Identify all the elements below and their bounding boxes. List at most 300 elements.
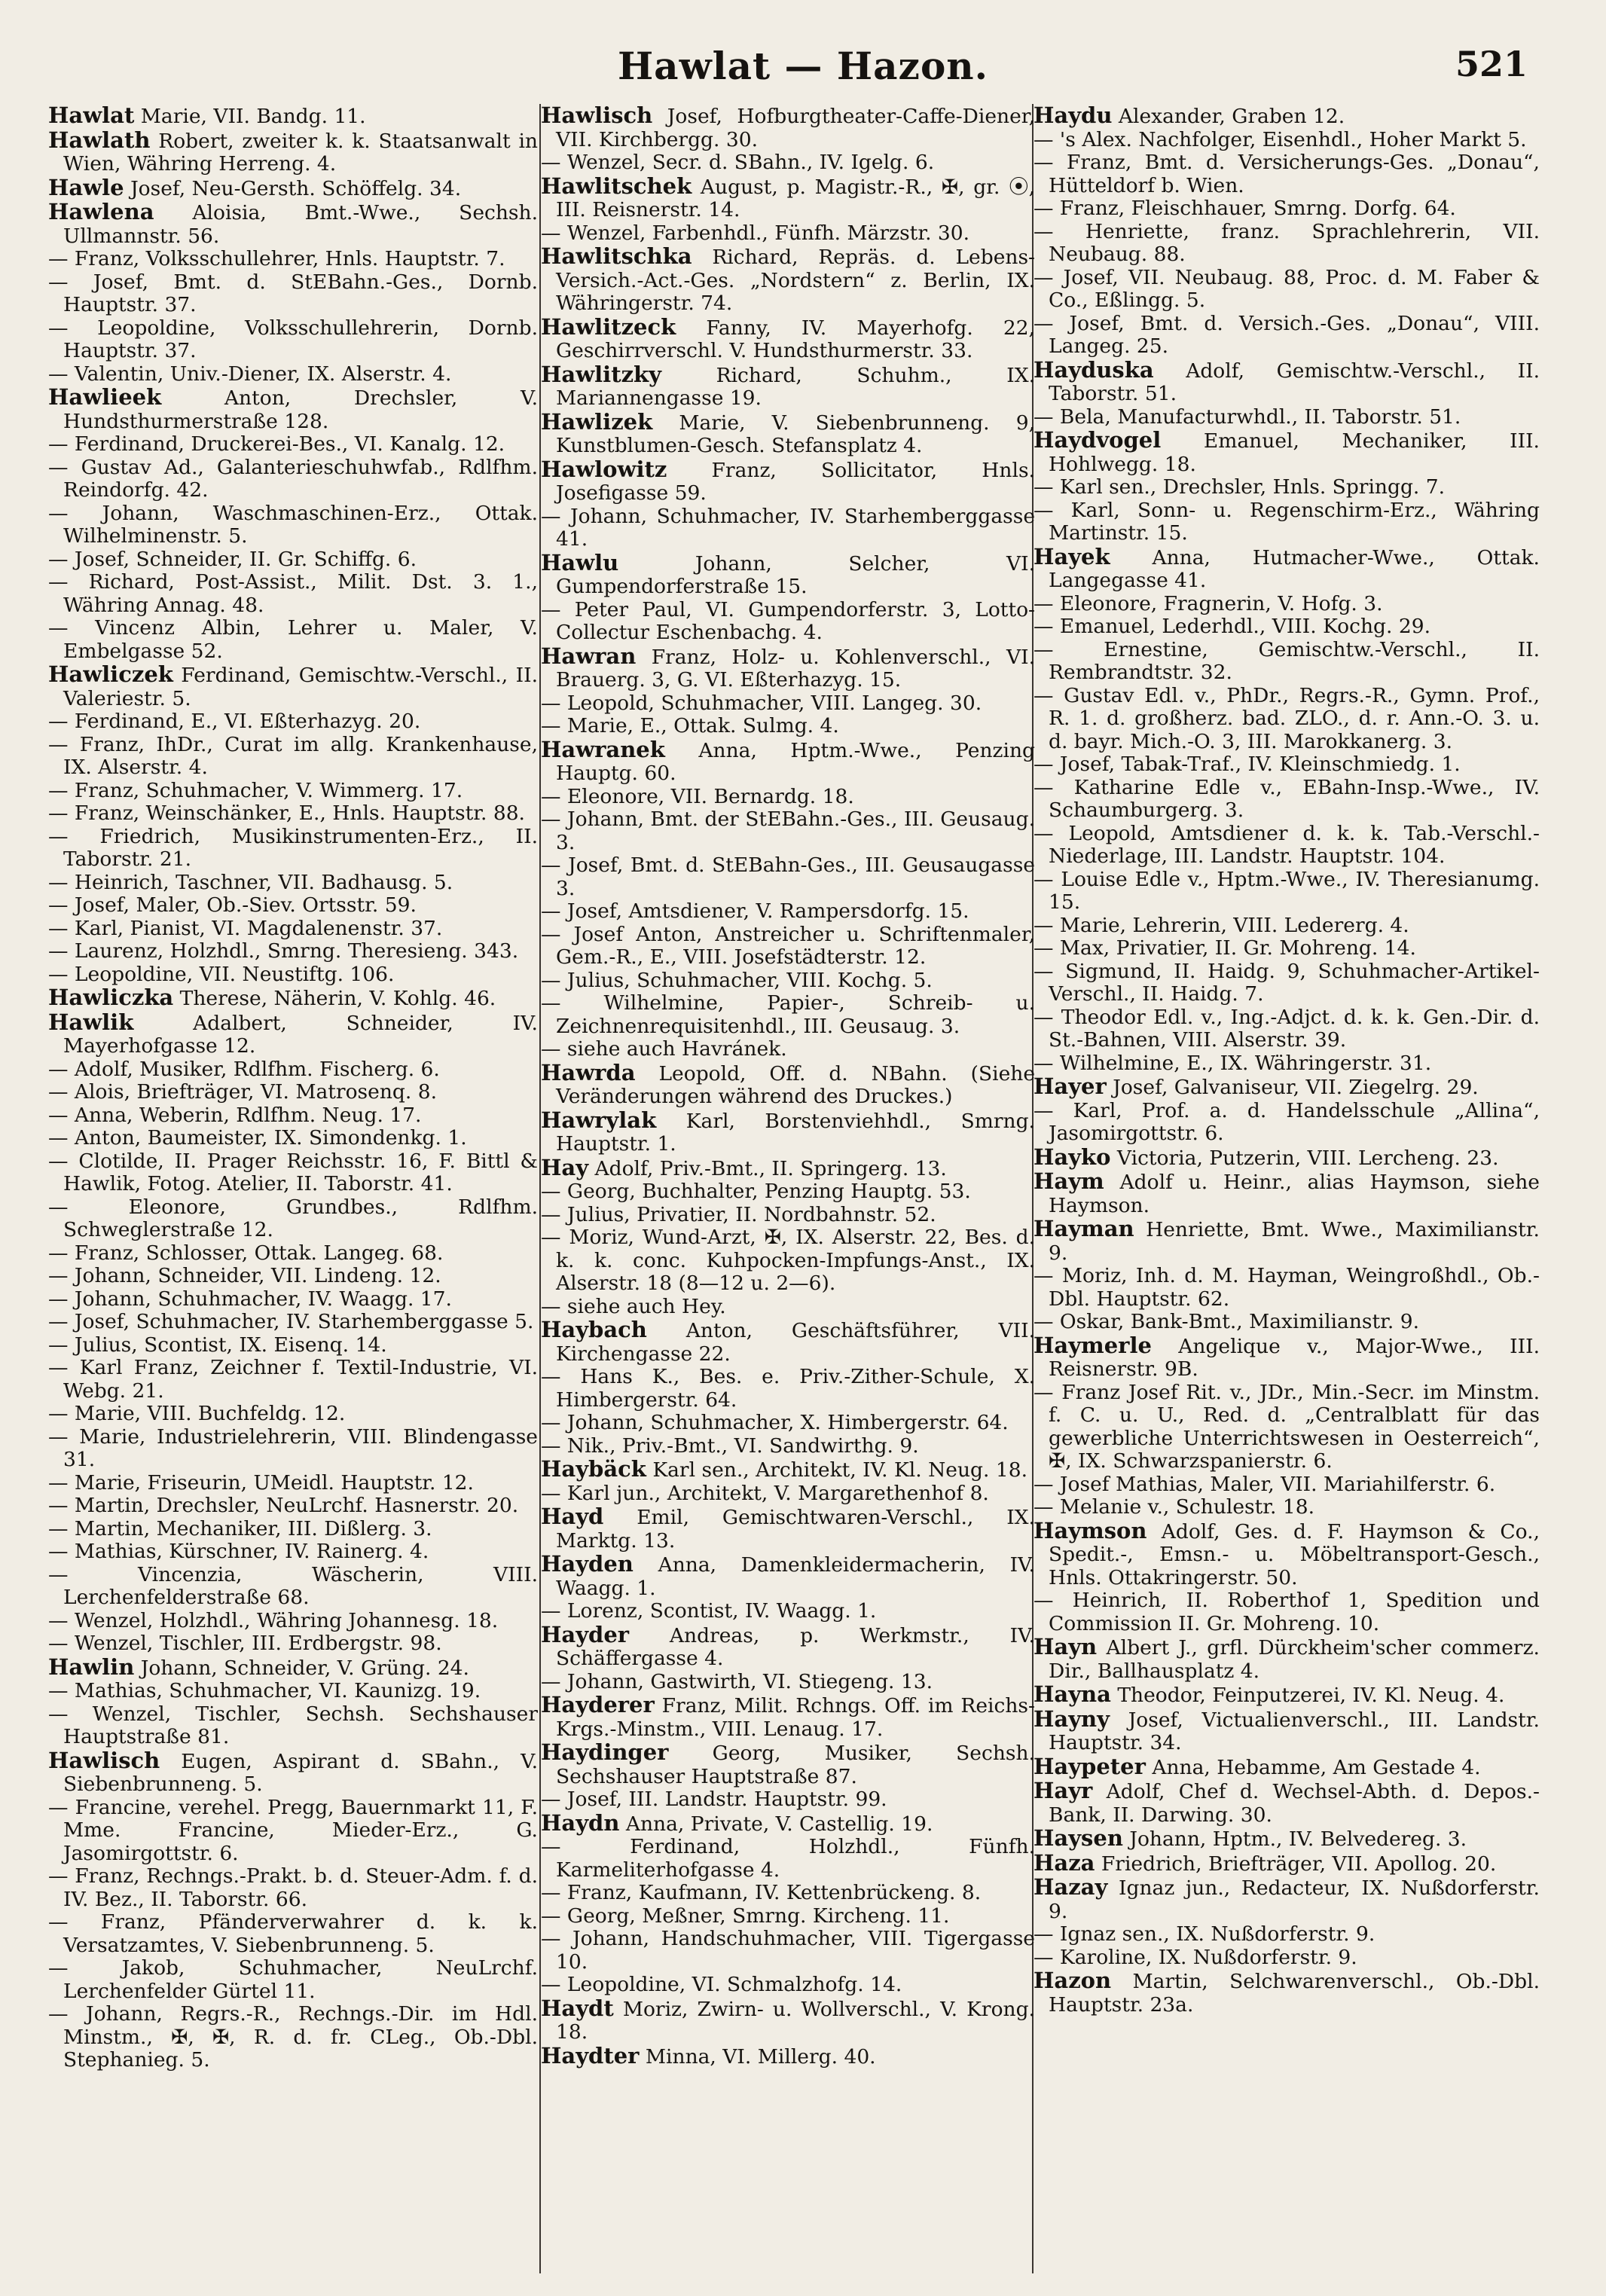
entry-surname: Hawlitschka	[541, 243, 692, 269]
entry-details: Fanny, IV. Mayerhofg. 22, Geschirrverschl. V. Hundsthurmerstr. 33.	[556, 316, 1035, 362]
directory-entry	[1034, 1473, 1540, 1497]
directory-entry	[541, 645, 1035, 692]
directory-entry	[48, 2003, 538, 2072]
entry-details: — Eleonore, Grundbes., Rdlfhm. Schweglerstraße 12.	[48, 1195, 538, 1241]
directory-entry	[48, 1610, 538, 1633]
entry-details: — Alois, Briefträger, VI. Matrosenq. 8.	[48, 1080, 437, 1104]
entry-surname: Hay	[541, 1154, 589, 1180]
directory-entry	[48, 986, 538, 1011]
entry-details: — Josef, Amtsdiener, V. Rampersdorfg. 15.	[541, 899, 969, 923]
entry-details: Albert J., grfl. Dürckheim'scher commerz. Dir., Ballhausplatz 4.	[1049, 1636, 1540, 1683]
entry-details: — Johann, Handschuhmacher, VIII. Tigergasse 10.	[541, 1927, 1035, 1974]
entry-details: Josef, Neu-Gersth. Schöffelg. 34.	[130, 176, 462, 200]
entry-details: — Ernestine, Gemischtw.-Verschl., II. Rembrandtstr. 32.	[1034, 637, 1540, 684]
directory-entry	[541, 1882, 1035, 1905]
directory-entry	[541, 1671, 1035, 1694]
directory-entry	[541, 363, 1035, 411]
directory-entry	[48, 317, 538, 363]
entry-details: — Gustav Edl. v., PhDr., Regrs.-R., Gymn. Prof., R. 1. d. großherz. bad. ZLO., d. r. Ann.-O. 3. u. d. bayr. Mich.-O. 3, III. Marokkanerg. 3.	[1034, 683, 1540, 753]
directory-entry	[1034, 356, 1540, 406]
entry-details: — Hans K., Bes. e. Priv.-Zither-Schule, X. Himbergerstr. 64.	[541, 1365, 1035, 1412]
entry-details: — siehe auch Havránek.	[541, 1037, 787, 1061]
entry-surname: Haydvogel	[1034, 427, 1162, 453]
entry-surname: Haypeter	[1034, 1753, 1146, 1779]
entry-surname: Hawlowitz	[541, 456, 667, 482]
entry-details: — Marie, VIII. Buchfeldg. 12.	[48, 1402, 346, 1425]
directory-entry	[1034, 1311, 1540, 1334]
directory-entry	[1034, 753, 1540, 777]
entry-details: — Wenzel, Tischler, III. Erdbergstr. 98.	[48, 1632, 442, 1655]
entry-details: — Josef, Bmt. d. StEBahn.-Ges., Dornb. Hauptstr. 37.	[48, 270, 538, 316]
entry-surname: Haydt	[541, 1995, 614, 2021]
directory-entry	[48, 1242, 538, 1266]
entry-details: — Richard, Post-Assist., Milit. Dst. 3. 1., Währing Annag. 48.	[48, 570, 538, 617]
directory-entry	[1034, 1849, 1540, 1876]
entry-details: — Johann, Schuhmacher, IV. Starhemberggasse 41.	[541, 504, 1035, 551]
entry-surname: Hawlisch	[541, 104, 653, 128]
entry-details: — siehe auch Hey.	[541, 1294, 726, 1318]
entry-details: Richard, Repräs. d. Lebens-Versich.-Act.-Ges. „Nordstern“ z. Berlin, IX. Währingerstr. 74.	[556, 246, 1035, 315]
directory-entry	[1034, 197, 1540, 221]
directory-entry	[541, 222, 1035, 246]
entry-details: Robert, zweiter k. k. Staatsanwalt in Wien, Währing Herreng. 4.	[63, 129, 538, 176]
directory-entry	[541, 1836, 1035, 1882]
directory-entry	[48, 1957, 538, 2003]
directory-entry	[541, 151, 1035, 175]
entry-details: — Peter Paul, VI. Gumpendorferstr. 3, Lotto-Collectur Eschenbachg. 4.	[541, 597, 1035, 644]
directory-entry	[1034, 1217, 1540, 1265]
entry-details: — Anton, Baumeister, IX. Simondenkg. 1.	[48, 1126, 467, 1150]
directory-entry	[541, 1180, 1035, 1204]
entry-details: Johann, Hptm., IV. Belvedereg. 3.	[1129, 1827, 1467, 1851]
directory-entry	[1034, 639, 1540, 685]
entry-surname: Haymerle	[1034, 1332, 1152, 1358]
entry-details: — Johann, Waschmaschinen-Erz., Ottak. Wilhelminenstr. 5.	[48, 501, 538, 548]
directory-entry	[48, 917, 538, 941]
directory-entry	[541, 1741, 1035, 1788]
column-2	[541, 104, 1035, 2273]
entry-details: Richard, Schuhm., IX. Mariannengasse 19.	[556, 363, 1035, 410]
entry-details: — Josef, Schneider, II. Gr. Schiffg. 6.	[48, 547, 417, 571]
directory-entry	[48, 1311, 538, 1334]
entry-details: — Julius, Scontist, IX. Eisenq. 14.	[48, 1333, 387, 1357]
entry-details: Henriette, Bmt. Wwe., Maximilianstr. 9.	[1049, 1218, 1540, 1265]
directory-entry	[1034, 1265, 1540, 1311]
directory-entry	[48, 1081, 538, 1104]
entry-surname: Hawlizek	[541, 408, 653, 435]
directory-entry	[1034, 1969, 1540, 2017]
entry-surname: Hawliczka	[48, 985, 174, 1010]
directory-entry	[1034, 1006, 1540, 1052]
entry-details: — Martin, Mechaniker, III. Dißlerg. 3.	[48, 1516, 432, 1540]
entry-surname: Hawlath	[48, 127, 151, 153]
directory-entry	[1034, 1876, 1540, 1923]
entry-details: — Mathias, Kürschner, IV. Rainerg. 4.	[48, 1540, 429, 1563]
directory-entry	[1034, 1683, 1540, 1708]
entry-details: Karl, Borstenviehhdl., Smrng. Hauptstr. 1.	[556, 1109, 1035, 1156]
directory-entry	[541, 1061, 1035, 1109]
entry-surname: Hawlat	[48, 104, 135, 128]
entry-details: — Johann, Regrs.-R., Rechngs.-Dir. im Hdl. Minstm., ✠, ✠, R. d. fr. CLeg., Ob.-Dbl. Stephanieg. 5.	[48, 2002, 538, 2072]
entry-surname: Hayko	[1034, 1143, 1111, 1170]
directory-entry	[48, 1472, 538, 1495]
entry-details: — Wilhelmine, Papier-, Schreib- u. Zeichnenrequisitenhdl., III. Geusaug. 3.	[541, 991, 1035, 1038]
entry-details: — Josef, Schuhmacher, IV. Starhemberggasse 5.	[48, 1310, 534, 1333]
directory-entry	[48, 571, 538, 617]
entry-details: — Bela, Manufacturwhdl., II. Taborstr. 51.	[1034, 405, 1461, 429]
entry-details: Leopold, Off. d. NBahn. (Siehe Veränderungen während des Druckes.)	[556, 1061, 1035, 1108]
entry-details: — Laurenz, Holzhdl., Smrng. Theresieng. 343.	[48, 939, 519, 963]
entry-details: — Josef, VII. Neubaug. 88, Proc. d. M. Faber & Co., Eßlingg. 5.	[1034, 265, 1540, 312]
entry-details: — Franz, Schlosser, Ottak. Langeg. 68.	[48, 1241, 444, 1265]
entry-details: — Moriz, Inh. d. M. Hayman, Weingroßhdl., Ob.-Dbl. Hauptstr. 62.	[1034, 1264, 1540, 1311]
directory-entry	[48, 1865, 538, 1911]
entry-surname: Hawle	[48, 174, 124, 200]
entry-details: — Leopoldine, VI. Schmalzhofg. 14.	[541, 1973, 902, 1996]
directory-entry	[48, 872, 538, 895]
entry-surname: Haydu	[1034, 104, 1113, 128]
directory-entry	[48, 940, 538, 963]
directory-entry	[1034, 1946, 1540, 1970]
directory-entry	[1034, 960, 1540, 1006]
entry-surname: Hawlu	[541, 549, 619, 576]
entry-details: — Franz, IhDr., Curat im allg. Krankenhause, IX. Alserstr. 4.	[48, 732, 538, 779]
entry-surname: Haydter	[541, 2042, 640, 2069]
entry-surname: Hayderer	[541, 1692, 655, 1717]
entry-details: — Josef, III. Landstr. Hauptstr. 99.	[541, 1788, 887, 1811]
directory-entry	[1034, 221, 1540, 267]
entry-surname: Hawlena	[48, 199, 154, 224]
directory-entry	[541, 786, 1035, 809]
entry-details: — Katharine Edle v., EBahn-Insp.-Wwe., IV. Schaumburgerg. 3.	[1034, 775, 1540, 822]
directory-entry	[541, 1156, 1035, 1181]
entry-details: — Ferdinand, Druckerei-Bes., VI. Kanalg. 12.	[48, 432, 505, 456]
entry-details: — Franz, Kaufmann, IV. Kettenbrückeng. 8.	[541, 1881, 982, 1904]
entry-surname: Hawlisch	[48, 1747, 160, 1773]
page-number: 521	[1455, 44, 1528, 84]
directory-entry	[1034, 914, 1540, 938]
entry-surname: Hawran	[541, 643, 637, 669]
entry-details: Karl sen., Architekt, IV. Kl. Neug. 18.	[652, 1458, 1028, 1482]
directory-entry	[1034, 1052, 1540, 1076]
entry-details: Josef, Victualienverschl., III. Landstr. Hauptstr. 34.	[1049, 1708, 1540, 1754]
directory-entry	[541, 1623, 1035, 1671]
directory-entry	[48, 1150, 538, 1196]
directory-entry	[48, 663, 538, 710]
entry-details: Josef, Hofburgtheater-Caffe-Diener, VII. Kirchbergg. 30.	[556, 105, 1035, 151]
entry-details: Franz, Sollicitator, Hnls. Josefigasse 59.	[556, 458, 1035, 505]
entry-details: Adalbert, Schneider, IV. Mayerhofgasse 12.	[63, 1011, 538, 1058]
entry-surname: Hawrda	[541, 1059, 636, 1085]
entry-details: Angelique v., Major-Wwe., III. Reisnerstr. 9B.	[1049, 1334, 1540, 1381]
entry-details: August, p. Magistr.-R., ✠, gr. ⦿, III. Reisnerstr. 14.	[556, 175, 1035, 221]
directory-entry	[541, 599, 1035, 645]
directory-entry	[1034, 1382, 1540, 1473]
entry-details: — Wenzel, Holzhdl., Währing Johannesg. 18.	[48, 1608, 499, 1632]
running-header: Hawlat — Hazon.	[617, 44, 989, 88]
directory-entry	[541, 1809, 1035, 1836]
directory-entry	[541, 1296, 1035, 1319]
directory-entry	[541, 2044, 1035, 2069]
directory-entry	[541, 692, 1035, 716]
directory-entry	[48, 1403, 538, 1426]
directory-entry	[1034, 267, 1540, 313]
directory-entry	[1034, 1519, 1540, 1590]
entry-surname: Hayd	[541, 1504, 604, 1529]
entry-details: — Julius, Schuhmacher, VIII. Kochg. 5.	[541, 968, 933, 992]
entry-surname: Hawlieek	[48, 384, 162, 410]
entry-surname: Hayek	[1034, 543, 1110, 569]
entry-details: — 's Alex. Nachfolger, Eisenhdl., Hoher Markt 5.	[1034, 127, 1527, 151]
entry-details: Josef, Galvaniseur, VII. Ziegelrg. 29.	[1113, 1076, 1479, 1099]
entry-details: Ferdinand, Gemischtw.-Verschl., II. Valeriestr. 5.	[63, 664, 538, 710]
directory-entry	[48, 1334, 538, 1357]
entry-surname: Haydinger	[541, 1739, 669, 1765]
directory-entry	[1034, 104, 1540, 129]
entry-surname: Hawlitzky	[541, 361, 661, 387]
directory-entry	[541, 1505, 1035, 1553]
directory-entry	[48, 1749, 538, 1797]
entry-details: — Ferdinand, E., VI. Eßterhazyg. 20.	[48, 710, 421, 733]
entry-details: — Wilhelmine, E., IX. Währingerstr. 31.	[1034, 1051, 1432, 1075]
directory-entry	[1034, 1755, 1540, 1780]
entry-surname: Hazay	[1034, 1874, 1108, 1900]
directory-entry	[1034, 499, 1540, 545]
directory-entry	[48, 1632, 538, 1656]
directory-entry	[48, 963, 538, 987]
entry-details: Marie, VII. Bandg. 11.	[140, 105, 366, 128]
entry-details: — Martin, Drechsler, NeuLrchf. Hasnerstr. 20.	[48, 1494, 519, 1517]
entry-details: — Wenzel, Tischler, Sechsh. Sechshauser Hauptstraße 81.	[48, 1702, 538, 1748]
entry-details: — Franz, Bmt. d. Versicherungs-Ges. „Donau“, Hütteldorf b. Wien.	[1034, 151, 1540, 197]
entry-details: — Eleonore, VII. Bernardg. 18.	[541, 784, 854, 808]
directory-entry	[48, 894, 538, 917]
directory-entry	[1034, 1170, 1540, 1217]
directory-entry	[48, 1196, 538, 1242]
entry-details: — Johann, Schuhmacher, X. Himbergerstr. 64.	[541, 1411, 1009, 1434]
entry-details: — Henriette, franz. Sprachlehrerin, VII. Neubaug. 88.	[1034, 219, 1540, 266]
entry-details: — Josef, Bmt. d. StEBahn-Ges., III. Geusaugasse 3.	[541, 853, 1035, 900]
directory-entry	[541, 313, 1035, 363]
directory-entry	[48, 1011, 538, 1058]
entry-details: Georg, Musiker, Sechsh. Sechshauser Hauptstraße 87.	[556, 1742, 1035, 1788]
entry-surname: Hayny	[1034, 1705, 1110, 1732]
directory-entry	[48, 248, 538, 271]
directory-entry	[541, 992, 1035, 1038]
directory-entry	[541, 1412, 1035, 1435]
column-3	[1034, 104, 1540, 2273]
entry-surname: Hawlin	[48, 1653, 135, 1680]
entry-details: — Franz, Weinschänker, E., Hnls. Hauptstr. 88.	[48, 801, 525, 825]
entry-details: — Karl sen., Drechsler, Hnls. Springg. 7.	[1034, 475, 1446, 499]
directory-entry	[541, 1366, 1035, 1412]
entry-details: Ignaz jun., Redacteur, IX. Nußdorferstr. 9.	[1049, 1876, 1540, 1923]
entry-details: — Julius, Privatier, II. Nordbahnstr. 52.	[541, 1202, 936, 1226]
entry-surname: Hawrylak	[541, 1107, 657, 1133]
directory-entry	[541, 738, 1035, 786]
directory-entry	[541, 924, 1035, 969]
directory-entry	[48, 1797, 538, 1866]
directory-entry	[541, 900, 1035, 924]
directory-entry	[48, 1653, 538, 1681]
directory-entry	[541, 1974, 1035, 1997]
directory-entry	[48, 433, 538, 456]
column-1	[48, 104, 538, 2273]
entry-surname: Hazon	[1034, 1968, 1112, 1993]
directory-entry	[541, 1435, 1035, 1458]
entry-details: — Johann, Schneider, VII. Lindeng. 12.	[48, 1264, 441, 1287]
entry-details: Anna, Damenkleidermacherin, IV. Waagg. 1.	[556, 1553, 1035, 1600]
entry-details: — Louise Edle v., Hptm.-Wwe., IV. Theresianumg. 15.	[1034, 867, 1540, 914]
entry-surname: Hayden	[541, 1551, 634, 1577]
entry-details: — Oskar, Bank-Bmt., Maximilianstr. 9.	[1034, 1310, 1420, 1333]
directory-entry	[48, 1426, 538, 1472]
entry-details: — Sigmund, II. Haidg. 9, Schuhmacher-Artikel-Verschl., II. Haidg. 7.	[1034, 959, 1540, 1006]
entry-details: — Max, Privatier, II. Gr. Mohreng. 14.	[1034, 936, 1416, 960]
directory-entry	[48, 1127, 538, 1150]
entry-details: — Leopoldine, Volksschullehrerin, Dornb. Hauptstr. 37.	[48, 316, 538, 362]
entry-details: — Leopold, Amtsdiener d. k. k. Tab.-Verschl.-Niederlage, III. Landstr. Hauptstr. 104.	[1034, 821, 1540, 868]
directory-entry	[541, 551, 1035, 599]
directory-entry	[48, 548, 538, 572]
entry-details: — Wenzel, Secr. d. SBahn., IV. Igelg. 6.	[541, 151, 935, 174]
entry-details: — Franz, Pfänderverwahrer d. k. k. Versatzamtes, V. Siebenbrunneng. 5.	[48, 1910, 538, 1957]
entry-surname: Hayman	[1034, 1216, 1134, 1241]
directory-entry	[1034, 313, 1540, 359]
entry-surname: Haybach	[541, 1317, 647, 1342]
directory-entry	[541, 1109, 1035, 1156]
entry-details: — Nik., Priv.-Bmt., VI. Sandwirthg. 9.	[541, 1433, 919, 1458]
entry-details: — Adolf, Musiker, Rdlfhm. Fischerg. 6.	[48, 1057, 440, 1081]
directory-entry	[541, 408, 1035, 458]
entry-details: Victoria, Putzerin, VIII. Lercheng. 23.	[1116, 1146, 1499, 1170]
entry-details: — Lorenz, Scontist, IV. Waagg. 1.	[541, 1599, 877, 1623]
entry-surname: Haysen	[1034, 1825, 1123, 1851]
directory-entry	[541, 1788, 1035, 1812]
entry-details: — Marie, Friseurin, UMeidl. Hauptstr. 12.	[48, 1470, 474, 1495]
entry-details: Minna, VI. Millerg. 40.	[645, 2044, 876, 2069]
directory-entry	[48, 386, 538, 433]
directory-entry	[48, 1265, 538, 1288]
entry-details: — Emanuel, Lederhdl., VIII. Kochg. 29.	[1034, 615, 1430, 638]
directory-entry	[541, 1226, 1035, 1296]
directory-entry	[48, 710, 538, 734]
entry-details: — Johann, Schuhmacher, IV. Waagg. 17.	[48, 1287, 452, 1311]
entry-surname: Haymson	[1034, 1517, 1147, 1543]
entry-details: Marie, V. Siebenbrunneng. 9, Kunstblumen-Gesch. Stefansplatz 4.	[556, 411, 1035, 457]
directory-entry	[1034, 1705, 1540, 1755]
entry-details: — Georg, Buchhalter, Penzing Hauptg. 53.	[541, 1180, 971, 1203]
entry-details: Anna, Hebamme, Am Gestade 4.	[1152, 1755, 1481, 1779]
directory-entry	[541, 458, 1035, 505]
entry-details: — Karl jun., Architekt, V. Margarethenhof 8.	[541, 1481, 989, 1505]
entry-details: — Melanie v., Schulestr. 18.	[1034, 1495, 1315, 1519]
entry-details: Anna, Hutmacher-Wwe., Ottak. Langegasse 41.	[1049, 545, 1540, 592]
entry-details: Anton, Geschäftsführer, VII. Kirchengasse 22.	[556, 1319, 1035, 1366]
entry-details: — Clotilde, II. Prager Reichsstr. 16, F. Bittl & Hawlik, Fotog. Atelier, II. Taborstr. 41.	[48, 1149, 538, 1195]
entry-details: — Anna, Weberin, Rdlfhm. Neug. 17.	[48, 1103, 422, 1127]
entry-details: Franz, Milit. Rchngs. Off. im Reichs-Krgs.-Minstm., VIII. Lenaug. 17.	[556, 1694, 1035, 1741]
directory-entry	[541, 104, 1035, 151]
directory-entry	[1034, 1334, 1540, 1382]
entry-surname: Hayr	[1034, 1778, 1093, 1803]
directory-entry	[48, 271, 538, 317]
directory-entry	[1034, 1827, 1540, 1852]
directory-entry	[48, 780, 538, 803]
directory-entry	[541, 1204, 1035, 1227]
entry-surname: Hawranek	[541, 736, 665, 762]
directory-entry	[1034, 1923, 1540, 1946]
directory-entry	[541, 715, 1035, 738]
directory-entry	[48, 1288, 538, 1311]
directory-entry	[48, 1703, 538, 1749]
directory-entry	[1034, 869, 1540, 914]
entry-details: — Karl, Pianist, VI. Magdalenenstr. 37.	[48, 916, 443, 940]
directory-entry	[541, 505, 1035, 551]
entry-details: Franz, Holz- u. Kohlenverschl., VI. Brauerg. 3, G. VI. Eßterhazyg. 15.	[556, 645, 1035, 692]
directory-entry	[48, 1357, 538, 1403]
directory-entry	[48, 1911, 538, 1957]
entry-details: — Josef, Bmt. d. Versich.-Ges. „Donau“, VIII. Langeg. 25.	[1034, 311, 1540, 358]
directory-entry	[48, 1680, 538, 1703]
entry-details: Adolf, Gemischtw.-Verschl., II. Taborstr. 51.	[1049, 359, 1540, 405]
entry-surname: Haza	[1034, 1849, 1095, 1876]
directory-entry	[1034, 406, 1540, 429]
directory-entry	[541, 1600, 1035, 1623]
entry-surname: Hawlitschek	[541, 173, 692, 199]
directory-entry	[1034, 1143, 1540, 1171]
entry-details: — Heinrich, II. Roberthof 1, Spedition und Commission II. Gr. Mohreng. 10.	[1034, 1589, 1540, 1635]
directory-entry	[1034, 1635, 1540, 1683]
entry-details: — Eleonore, Fragnerin, V. Hofg. 3.	[1034, 591, 1383, 615]
entry-details: — Leopold, Schuhmacher, VIII. Langeg. 30.	[541, 691, 982, 715]
directory-entry	[541, 245, 1035, 316]
entry-details: — Karoline, IX. Nußdorferstr. 9.	[1034, 1945, 1357, 1969]
directory-entry	[48, 502, 538, 548]
directory-entry	[1034, 429, 1540, 476]
directory-entry	[1034, 1779, 1540, 1827]
entry-details: — Marie, Industrielehrerin, VIII. Blindengasse 31.	[48, 1424, 538, 1471]
directory-entry	[541, 1553, 1035, 1600]
entry-details: Adolf, Chef d. Wechsel-Abth. d. Depos.-Bank, II. Darwing. 30.	[1049, 1780, 1540, 1827]
directory-entry	[541, 1038, 1035, 1061]
entry-surname: Haym	[1034, 1168, 1104, 1194]
entry-surname: Hayduska	[1034, 356, 1154, 383]
directory-entry	[1034, 777, 1540, 823]
entry-details: — Josef, Maler, Ob.-Siev. Ortsstr. 59.	[48, 893, 417, 917]
entry-surname: Hayer	[1034, 1073, 1107, 1099]
directory-entry	[48, 1518, 538, 1541]
directory-entry	[541, 808, 1035, 854]
entry-details: — Vincenz Albin, Lehrer u. Maler, V. Embelgasse 52.	[48, 616, 538, 663]
entry-surname: Haybäck	[541, 1456, 646, 1482]
entry-details: Johann, Schneider, V. Grüng. 24.	[140, 1656, 469, 1680]
entry-details: — Moriz, Wund-Arzt, ✠, IX. Alserstr. 22, Bes. d. k. k. conc. Kuhpocken-Impfungs-Anst., IX. Alserstr. 18 (8—12 u. 2—6).	[541, 1226, 1035, 1295]
entry-surname: Hawliczek	[48, 661, 173, 687]
entry-details: — Marie, Lehrerin, VIII. Ledererg. 4.	[1034, 913, 1409, 937]
entry-details: Adolf u. Heinr., alias Haymson, siehe Haymson.	[1049, 1171, 1540, 1217]
directory-entry	[48, 1058, 538, 1082]
entry-details: — Josef, Tabak-Traf., IV. Kleinschmiedg. 1.	[1034, 753, 1461, 776]
directory-entry	[48, 1104, 538, 1128]
directory-entry	[1034, 129, 1540, 152]
directory-entry	[541, 1318, 1035, 1366]
entry-details: — Franz, Fleischhauer, Smrng. Dorfg. 64.	[1034, 197, 1456, 220]
entry-details: — Valentin, Univ.-Diener, IX. Alserstr. 4.	[48, 362, 452, 386]
directory-entry	[1034, 823, 1540, 869]
entry-surname: Haydn	[541, 1809, 620, 1836]
directory-entry	[48, 617, 538, 663]
